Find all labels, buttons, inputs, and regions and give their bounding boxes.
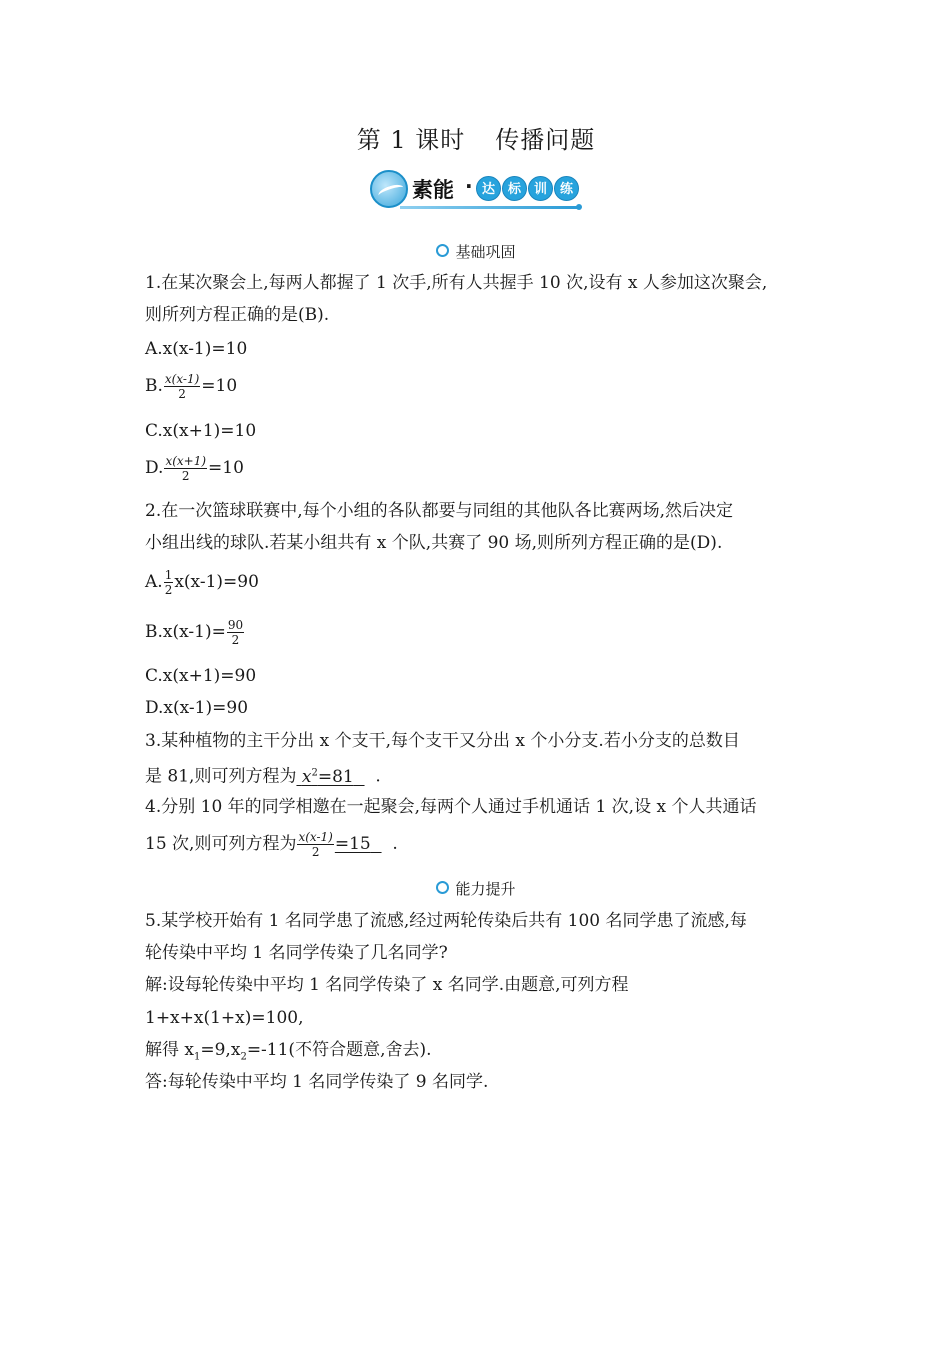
option-prefix: B. <box>145 376 163 396</box>
q4-stem-line2 <box>145 830 398 859</box>
q1-option-c: C.x(x+1)=10 <box>145 421 257 441</box>
q1-option-a: A.x(x-1)=10 <box>145 339 248 359</box>
subscript: 2 <box>240 1051 247 1063</box>
section-heading-advanced <box>0 878 952 899</box>
answer-rest: =81 <box>317 766 354 787</box>
fraction <box>227 618 244 647</box>
fraction <box>164 372 200 401</box>
fraction <box>164 454 207 483</box>
q5-solution-line2: 1+x+x(1+x)=100, <box>145 1008 304 1028</box>
q1-stem-line2: 则所列方程正确的是(B). <box>145 305 330 325</box>
section-banner <box>370 168 585 212</box>
q3-stem-line1: 3.某种植物的主干分出 x 个支干,每个支干又分出 x 个小分支.若小分支的总数目 <box>145 731 740 751</box>
circle-bullet-icon <box>436 244 449 257</box>
title-topic: 传播问题 <box>495 126 596 154</box>
banner-logo-icon <box>370 170 408 208</box>
banner-underline <box>400 206 578 209</box>
fraction <box>164 568 174 597</box>
fraction-numerator: x(x-1) <box>298 830 333 844</box>
solution-text: =9,x <box>200 1040 241 1060</box>
title-lesson: 第 1 课时 <box>356 126 466 154</box>
fraction-denominator: 2 <box>181 469 190 483</box>
banner-pill: 练 <box>554 176 579 201</box>
option-prefix: B.x(x-1)= <box>145 622 226 642</box>
q2-option-b <box>145 618 245 647</box>
q5-solution-line1: 解:设每轮传染中平均 1 名同学传染了 x 名同学.由题意,可列方程 <box>145 975 629 995</box>
q4-stem-line1: 4.分别 10 年的同学相邀在一起聚会,每两个人通过手机通话 1 次,设 x 个人共通话 <box>145 797 757 817</box>
stem-text: 是 81,则可列方程为 <box>145 766 297 787</box>
fraction-numerator: 90 <box>227 618 244 632</box>
q1-option-d <box>145 454 244 483</box>
answer-exponent: 2 <box>311 767 318 778</box>
answer-base: x <box>301 766 312 787</box>
q5-stem-line2: 轮传染中平均 1 名同学传染了几名同学? <box>145 943 448 963</box>
option-prefix: A. <box>145 572 163 592</box>
option-prefix: D. <box>145 458 164 478</box>
q2-option-a <box>145 568 259 597</box>
sentence-end: . <box>375 766 381 787</box>
solution-text: 解得 x <box>145 1040 194 1060</box>
q5-stem-line1: 5.某学校开始有 1 名同学患了流感,经过两轮传染后共有 100 名同学患了流感,每 <box>145 911 747 931</box>
answer-blank <box>296 830 381 859</box>
q2-option-c: C.x(x+1)=90 <box>145 666 257 686</box>
banner-pill: 标 <box>502 176 527 201</box>
fraction-numerator: x(x+1) <box>165 454 207 468</box>
section-heading-basic <box>0 241 952 262</box>
option-suffix: x(x-1)=90 <box>174 572 259 592</box>
sentence-end: . <box>392 834 398 854</box>
banner-pill: 训 <box>528 176 553 201</box>
q2-stem-line1: 2.在一次篮球联赛中,每个小组的各队都要与同组的其他队各比赛两场,然后决定 <box>145 501 734 521</box>
banner-pills <box>476 176 579 201</box>
q2-stem-line2: 小组出线的球队.若某小组共有 x 个队,共赛了 90 场,则所列方程正确的是(D). <box>145 533 723 553</box>
fraction-numerator: x(x-1) <box>164 372 200 386</box>
fraction <box>297 830 333 859</box>
answer-rest: =15 <box>334 834 371 854</box>
q5-solution-line3 <box>145 1039 432 1068</box>
q1-option-b <box>145 372 237 401</box>
section-heading-text: 能力提升 <box>455 880 516 898</box>
option-suffix: =10 <box>201 376 238 396</box>
fraction-denominator: 2 <box>164 583 173 597</box>
fraction-denominator: 2 <box>178 387 186 401</box>
q5-answer: 答:每轮传染中平均 1 名同学传染了 9 名同学. <box>145 1072 489 1092</box>
q1-stem-line1: 1.在某次聚会上,每两人都握了 1 次手,所有人共握手 10 次,设有 x 人参加这次聚会, <box>145 273 768 293</box>
circle-bullet-icon <box>436 881 449 894</box>
answer-blank <box>296 767 364 787</box>
solution-text: =-11(不符合题意,舍去). <box>246 1040 432 1060</box>
page-title <box>0 120 952 155</box>
q2-option-d: D.x(x-1)=90 <box>145 698 249 718</box>
fraction-denominator: 2 <box>231 633 240 647</box>
subscript: 1 <box>194 1051 201 1063</box>
banner-dot: · <box>465 174 473 198</box>
banner-pill: 达 <box>476 176 501 201</box>
option-suffix: =10 <box>208 458 244 478</box>
fraction-denominator: 2 <box>311 845 320 859</box>
q3-stem-line2 <box>145 762 381 788</box>
stem-text: 15 次,则可列方程为 <box>145 834 297 854</box>
section-heading-text: 基础巩固 <box>455 243 516 261</box>
fraction-numerator: 1 <box>164 568 173 582</box>
banner-main-text: 素能 <box>412 178 454 202</box>
